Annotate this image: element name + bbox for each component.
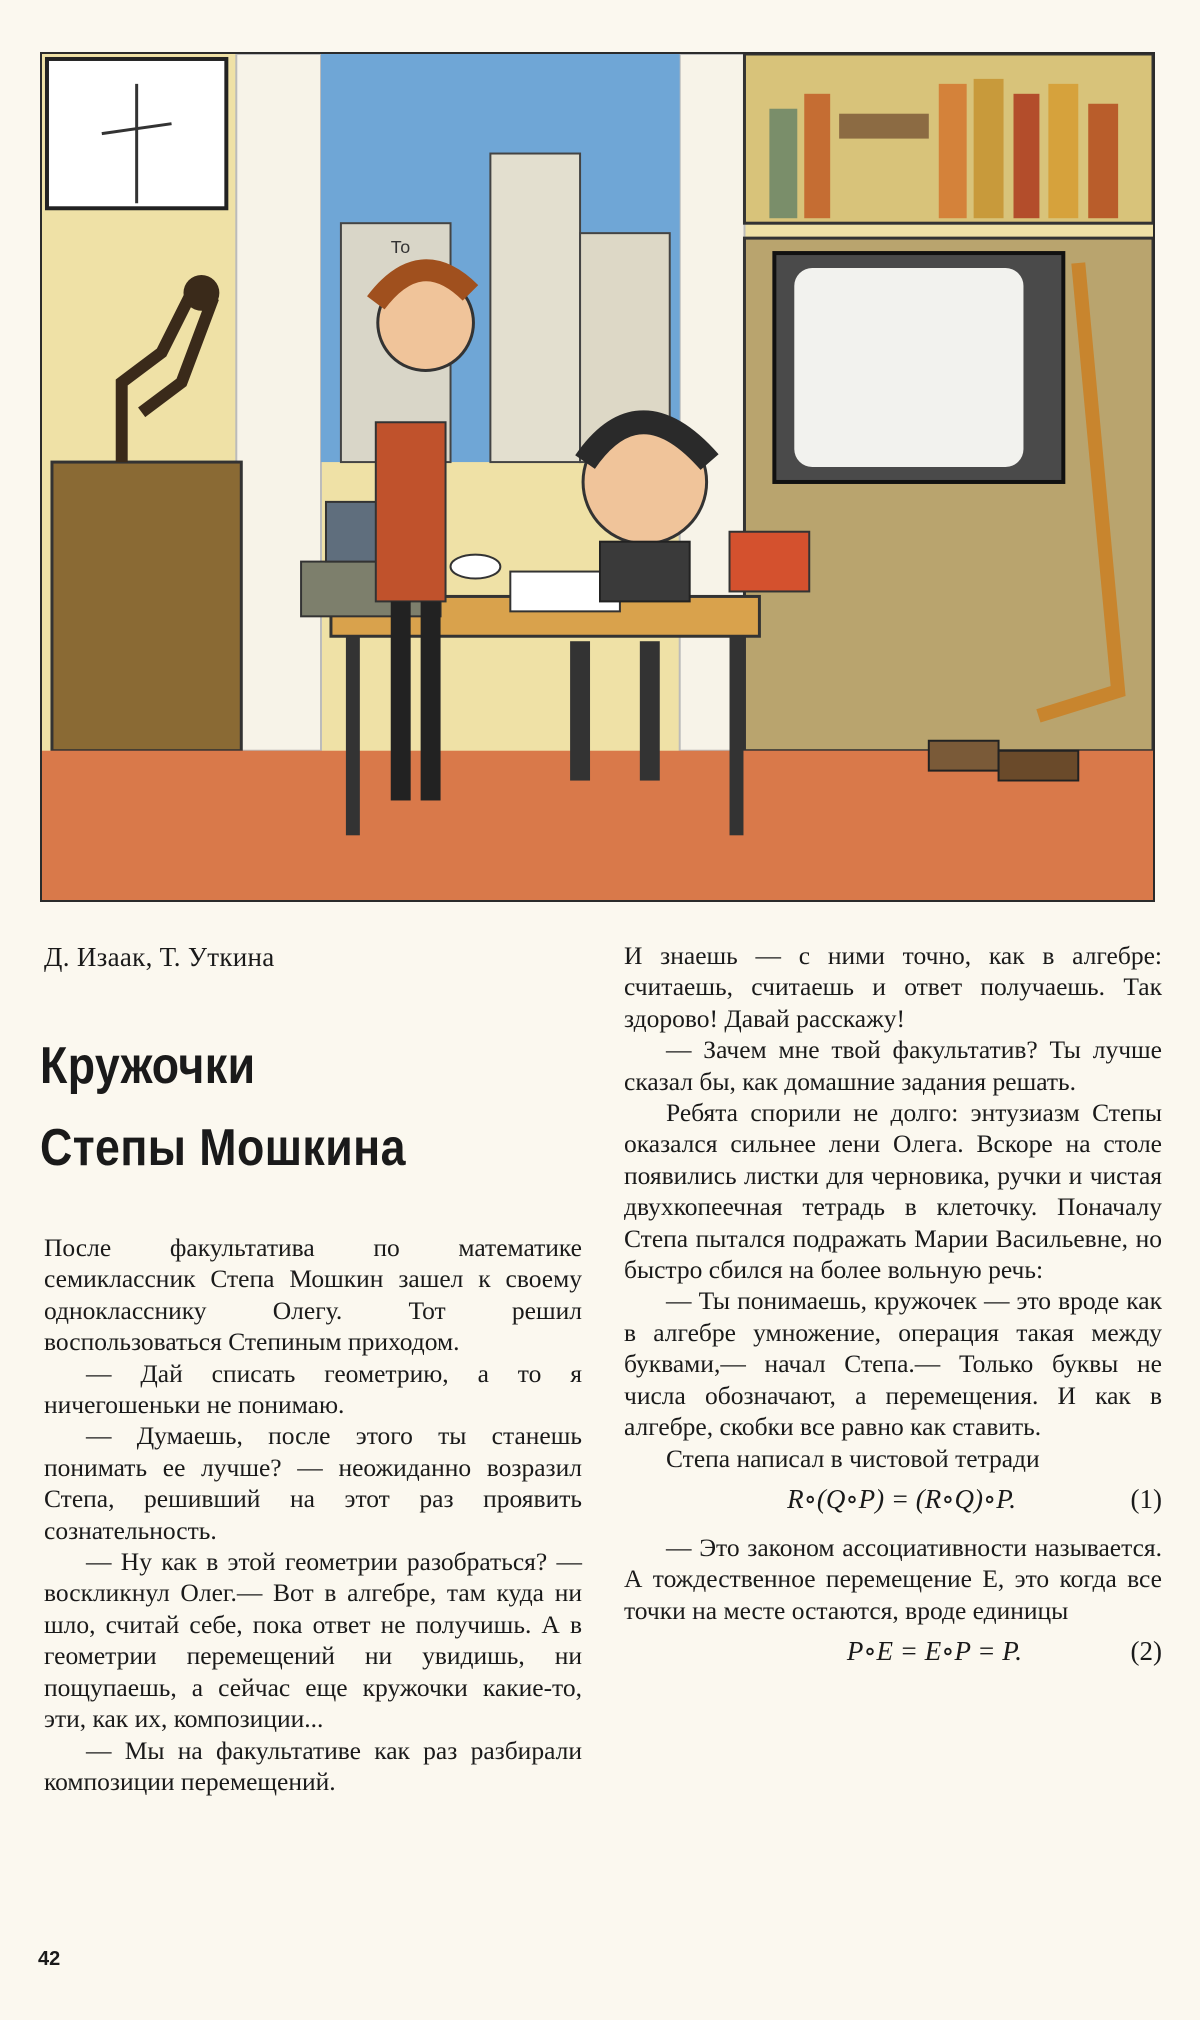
formula-number: (2): [1130, 1636, 1162, 1667]
article-title: [40, 1025, 487, 1189]
tv-screen: [794, 268, 1023, 467]
title-line: Кружочки: [40, 1037, 256, 1095]
cup: [451, 555, 501, 579]
formula-associativity: [624, 1484, 1162, 1520]
formula-number: (1): [1130, 1483, 1162, 1514]
paragraph: — Зачем мне твой факультатив? Ты лучше сказал бы, как домашние задания решать.: [624, 1035, 1162, 1096]
curtain-left: [236, 54, 321, 751]
paragraph: — Думаешь, после этого ты станешь понимать ее лучше? — неожиданно возразил Степа, решивший на этот раз проявить сознательность.: [44, 1421, 582, 1545]
formula-expression: P∘E = E∘P = P.: [846, 1636, 1022, 1667]
skates: [929, 741, 999, 771]
authors: Д. Изаак, Т. Уткина: [44, 942, 275, 972]
paragraph: — Мы на факультативе как раз разбирали композиции перемещений.: [44, 1735, 582, 1796]
paragraph: Ребята спорили не долго: энтузиазм Степы оказался сильнее лени Олега. Вскоре на столе появились листки для черновика, ручки и чистая двухкопеечная тетрадь в клеточку. Поначалу Степа пытался подражать Марии Васильевне, но быстро сбился на более вольную речь:: [624, 1098, 1162, 1285]
boy-oleg: [376, 422, 446, 601]
paragraph: — Ты понимаешь, кружочек — это вроде как в алгебре умножение, операция такая между буквами,— начал Степа.— Только буквы не числа обозначают, а перемещения. И как в алгебре, скобки все равно как ставить.: [624, 1286, 1162, 1442]
carpet: [42, 751, 1153, 900]
paragraph: — Ну как в этой геометрии разобраться? — воскликнул Олег.— Вот в алгебре, там куда ни шло, считай себе, пока ответ не получишь. А в геометрии перемещений ни увидишь, ни пощупаешь, а сейчас еще кружочки какие-то, эти, как их, композиции...: [44, 1547, 582, 1734]
paragraph: — Это законом ассоциативности называется. А тождественное перемещение E, это когда все точки на месте остаются, вроде единицы: [624, 1532, 1162, 1625]
formula-expression: R∘(Q∘P) = (R∘Q)∘P.: [787, 1483, 1016, 1514]
paragraph: И знаешь — с ними точно, как в алгебре: считаешь, считаешь и ответ получаешь. Так здорово! Давай расскажу!: [624, 941, 1162, 1033]
title-line: Степы Мошкина: [40, 1119, 406, 1177]
cartoon-illustration: [40, 52, 1155, 902]
left-column: [44, 1232, 582, 1797]
paragraph: После факультатива по математике семиклассник Степа Мошкин зашел к своему однокласснику Олегу. Тот решил воспользоваться Степиным приходом.: [44, 1233, 582, 1357]
paragraph: Степа написал в чистовой тетради: [666, 1443, 1040, 1473]
right-column: [624, 940, 1162, 1684]
paragraph: — Дай списать геометрию, а то я ничегошеньки не понимаю.: [44, 1358, 582, 1420]
building-sign: То: [390, 237, 411, 258]
building: [490, 154, 580, 463]
side-cabinet: [52, 462, 241, 751]
book-on-table: [730, 532, 810, 592]
illustration-drawing: [42, 54, 1153, 900]
page-number: 42: [38, 1948, 61, 1970]
formula-identity: [624, 1636, 1162, 1672]
